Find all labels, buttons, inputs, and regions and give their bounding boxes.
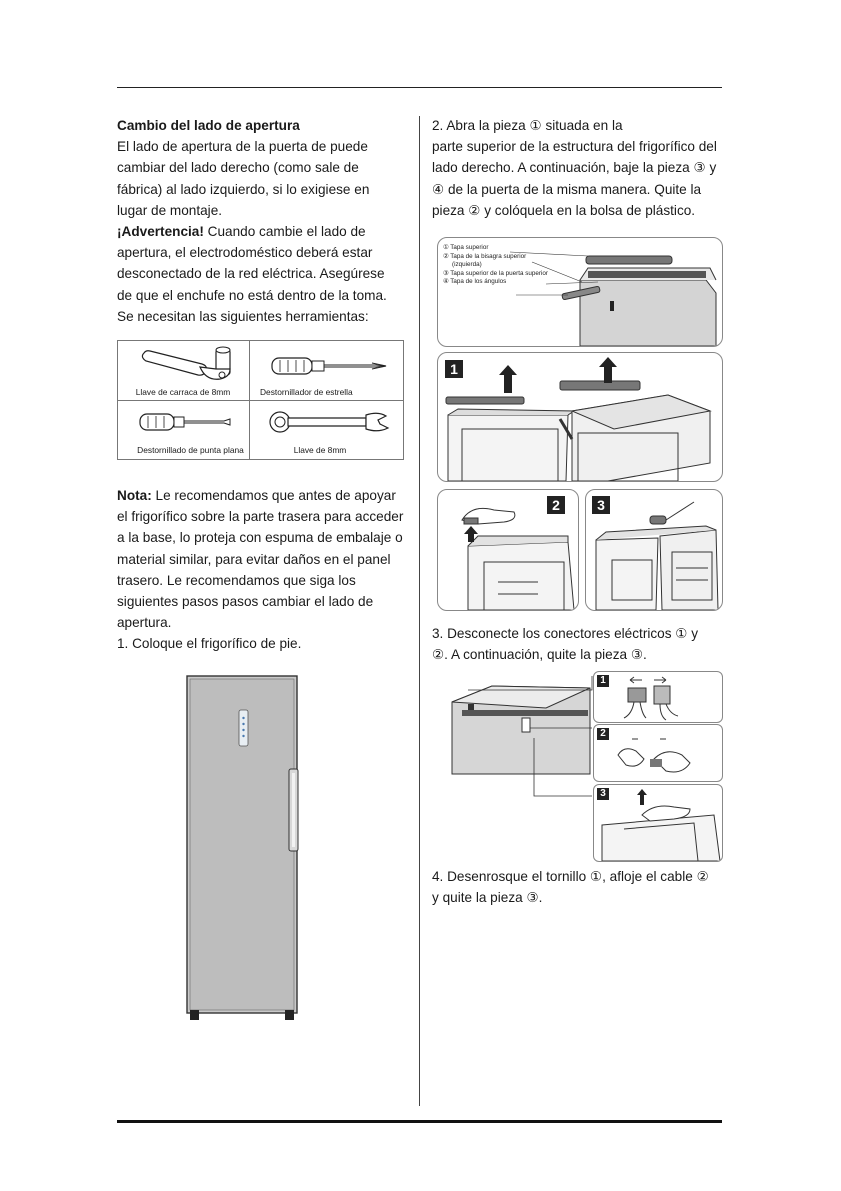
note-line: siguientes pasos pasos cambiar el lado de <box>117 594 374 610</box>
note-line: Nota: Le recomendamos que antes de apoyar <box>117 488 396 503</box>
tool-caption: Destornillado de punta plana <box>137 445 244 455</box>
step2-line: 2. Abra la pieza ① situada en la <box>432 118 623 133</box>
warning-label: ¡Advertencia! <box>117 224 204 240</box>
step1-line: 1. Coloque el frigorífico de pie. <box>117 636 302 652</box>
left-intro-text <box>117 115 409 327</box>
step2-text <box>432 115 724 221</box>
footer-rule <box>117 1120 722 1123</box>
header-rule <box>117 87 722 88</box>
left-note-text <box>117 485 409 655</box>
note-line: material similar, para evitar daños en el panel <box>117 551 391 567</box>
connector-detail-3 <box>593 784 723 862</box>
covers-figure <box>437 237 723 347</box>
tools-table <box>117 340 404 460</box>
warning-line: de que el enchufe no está dentro de la toma. <box>117 287 387 303</box>
figure-badge: 1 <box>445 360 463 378</box>
warning-line: apertura, el electrodoméstico deberá estar <box>117 245 373 261</box>
tool-caption: Destornillador de estrella <box>260 387 353 397</box>
intro-line: fábrica) al lado izquierdo, si lo exigiese en <box>117 181 370 197</box>
step4-line: y quite la pieza ③. <box>432 890 543 906</box>
hinge-cover-figure <box>437 489 579 611</box>
section-heading: Cambio del lado de apertura <box>117 118 300 133</box>
combination-wrench-icon <box>266 407 396 437</box>
column-divider <box>419 116 420 1106</box>
step2-line: lado derecho. A continuación, baje la pieza ③ y <box>432 160 717 176</box>
step3-text <box>432 623 724 665</box>
intro-line: cambiar del lado derecho (como sale de <box>117 160 359 176</box>
warning-line: desconectado de la red eléctrica. Asegúrese <box>117 266 385 282</box>
upright-fridge-illustration <box>180 672 305 1027</box>
lift-covers-figure <box>437 352 723 482</box>
step2-line: pieza ② y colóquela en la bolsa de plástico. <box>432 202 696 218</box>
connector-detail-1 <box>593 671 723 723</box>
figure-badge: 2 <box>597 728 609 740</box>
note-line: el frigorífico sobre la parte trasera para acceder <box>117 509 404 525</box>
corner-cover-figure <box>585 489 723 611</box>
step2-line: parte superior de la estructura del frigorífico del <box>432 139 717 155</box>
step2-line: ④ de la puerta de la misma manera. Quite la <box>432 181 702 197</box>
figure-badge: 2 <box>547 496 565 514</box>
warning-line: Se necesitan las siguientes herramientas: <box>117 308 369 324</box>
figure-badge: 1 <box>597 675 609 687</box>
ratchet-wrench-icon <box>136 345 236 385</box>
figure-badge: 3 <box>597 788 609 800</box>
note-line: apertura. <box>117 615 172 631</box>
flat-screwdriver-icon <box>136 407 236 437</box>
tool-caption: Llave de 8mm <box>293 445 347 455</box>
step3-line: 3. Desconecte los conectores eléctricos ① y <box>432 626 699 641</box>
intro-line: lugar de montaje. <box>117 202 223 218</box>
note-line: trasero. Le recomendamos que siga los <box>117 572 356 588</box>
intro-line: El lado de apertura de la puerta de puede <box>117 139 368 155</box>
phillips-screwdriver-icon <box>268 351 393 381</box>
step4-line: 4. Desenrosque el tornillo ①, afloje el cable ② <box>432 869 709 884</box>
covers-legend: ① Tapa superior ② Tapa de la bisagra superior (izquierda) ③ Tapa superior de la puerta superior ④ Tapa de los ángulos <box>443 244 548 286</box>
warning-line: ¡Advertencia! Cuando cambie el lado de <box>117 224 366 240</box>
connector-detail-2 <box>593 724 723 782</box>
step4-text <box>432 866 724 908</box>
step3-line: ②. A continuación, quite la pieza ③. <box>432 647 647 663</box>
figure-badge: 3 <box>592 496 610 514</box>
note-line: a la base, lo proteja con espuma de embalaje o <box>117 530 403 546</box>
tool-caption: Llave de carraca de 8mm <box>135 387 231 397</box>
note-label: Nota: <box>117 488 152 503</box>
